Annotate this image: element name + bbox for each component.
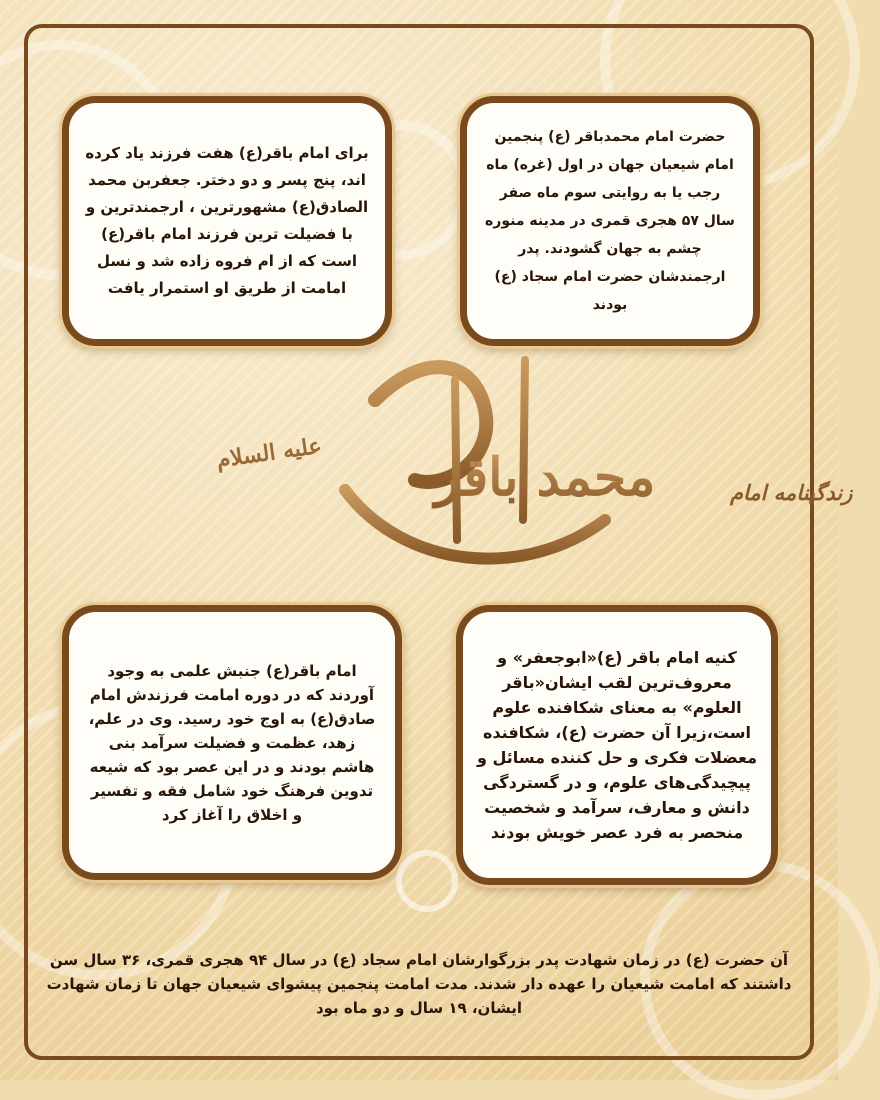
card-children xyxy=(62,96,392,346)
card-scientific-movement xyxy=(62,605,402,880)
card-movement-text: امام باقر(ع) جنبش علمی به وجود آوردند که در دوره امامت فرزندش امام صادق(ع) به اوج خود رسید. وی در علم، زهد، عظمت و فضیلت سرآمد بنی هاشم بودند و در این عصر بود که شیعه تدوین فرهنگ خود شامل فقه و تفسیر و اخلاق را آغاز کرد xyxy=(88,661,376,824)
watermark-logo xyxy=(396,850,458,912)
card-kunya-text: کنیه امام باقر (ع)«ابوجعفر» و معروف‌ترین لقب ایشان«باقر العلوم» به معنای شکافنده علوم است،زیرا آن حضرت (ع)، شکافنده معضلات فکری و حل کننده مسائل و پیچیدگی‌های علوم، و در گستردگی دانش و معارف، سرآمد و شخصیت منحصر به فرد عصر خویش بودند xyxy=(477,648,757,842)
calligraphy-honorific: علیه السلام xyxy=(214,432,324,474)
card-children-text: برای امام باقر(ع) هفت فرزند یاد کرده اند، پنج پسر و دو دختر. جعفربن محمد الصادق(ع) مشهورترین ، ارجمندترین و با فضیلت ترین فرزند امام باقر(ع) است که از ام فروه زاده شد و نسل امامت از طریق او استمرار یافت xyxy=(85,144,369,297)
calligraphy-emblem xyxy=(214,340,853,600)
card-birth xyxy=(460,96,760,346)
card-birth-text: حضرت امام محمدباقر (ع) پنجمین امام شیعیان جهان در اول (غره) ماه رجب یا به روایتی سوم ماه صفر سال ۵۷ هجری قمری در مدینه منوره چشم به جهان گشودند. پدر ارجمندشان حضرت امام سجاد (ع) بودند xyxy=(485,129,735,313)
calligraphy-name: محمد باقر xyxy=(434,447,656,508)
footer-text: آن حضرت (ع) در زمان شهادت پدر بزرگوارشان امام سجاد (ع) در سال ۹۴ هجری قمری، ۳۶ سال سن داشتند که امامت شیعیان را عهده دار شدند. مدت امامت پنجمین پیشوای شیعیان جهان تا زمان شهادت ایشان، ۱۹ سال و دو ماه بود xyxy=(46,951,792,1017)
card-kunya xyxy=(456,605,778,885)
calligraphy-title: زندگینامه امام xyxy=(730,480,853,505)
